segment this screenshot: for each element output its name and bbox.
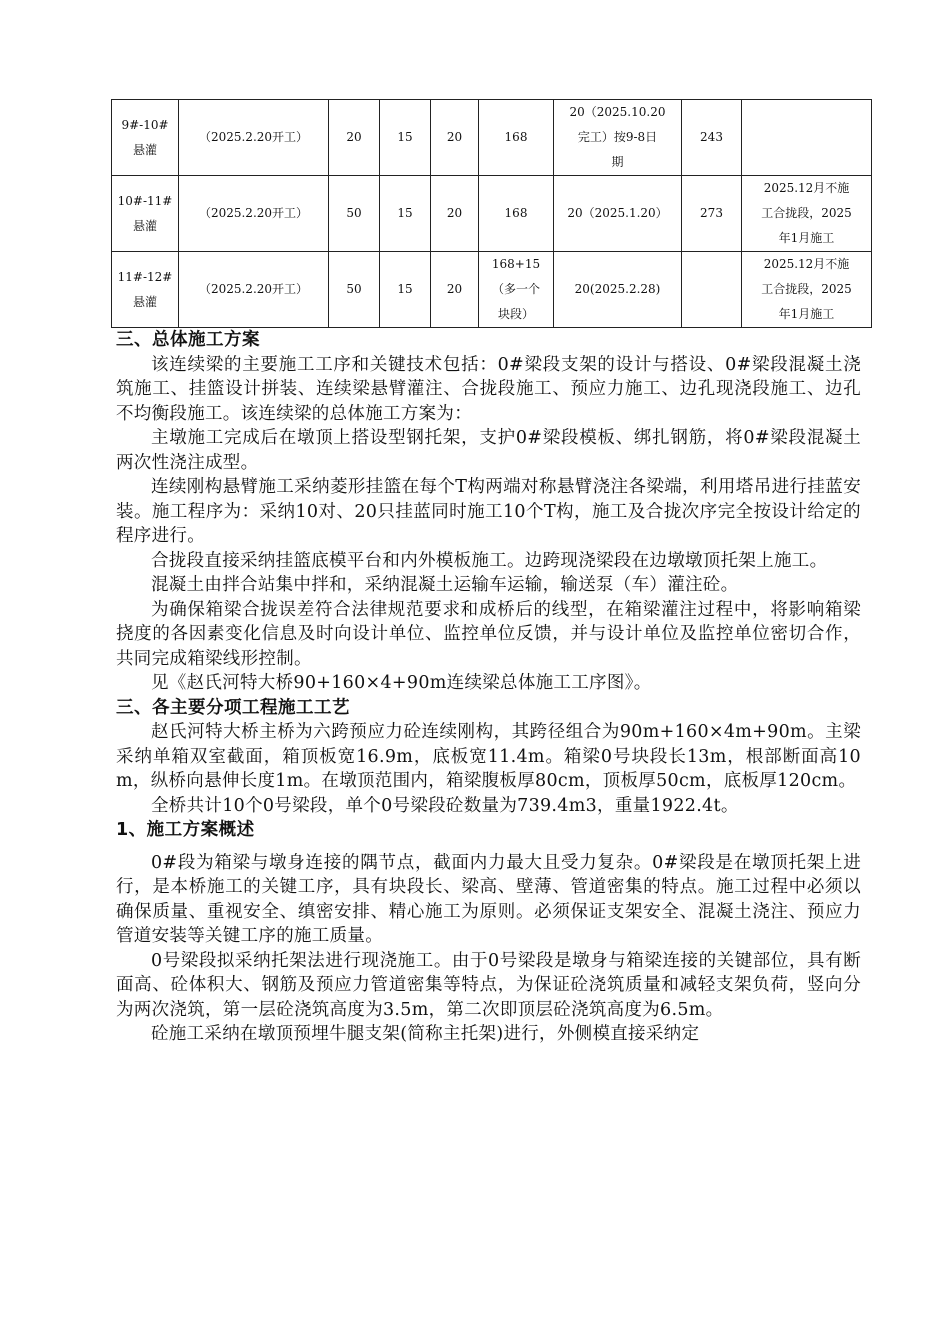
table-cell: 2025.12月不施 工合拢段，2025 年1月施工 <box>742 176 872 252</box>
table-cell <box>742 100 872 176</box>
table-cell <box>682 252 742 328</box>
paragraph: 0#段为箱梁与墩身连接的隅节点，截面内力最大且受力复杂。0#梁段是在墩顶托架上进行，是本桥施工的关键工序，具有块段长、梁高、壁薄、管道密集的特点。施工过程中必须以确保质量、重视安全、缜密安排、精心施工为原则。必须保证支架安全、混凝土浇注、预应力管道安装等关键工序的施工质量。 <box>116 852 861 946</box>
paragraph: 全桥共计10个0号梁段，单个0号梁段砼数量为739.4m3，重量1922.4t。 <box>151 795 739 816</box>
paragraph: 合拢段直接采纳挂篮底模平台和内外模板施工。边跨现浇梁段在边墩墩顶托架上施工。 <box>151 550 828 571</box>
table-cell: 15 <box>380 252 431 328</box>
table-cell: 20 <box>329 100 380 176</box>
table-cell: 20(2025.2.28) <box>554 252 682 328</box>
table-cell: （2025.2.20开工） <box>179 176 329 252</box>
paragraph: 赵氏河特大桥主桥为六跨预应力砼连续刚构，其跨径组合为90m+160×4m+90m。主梁采纳单箱双室截面，箱顶板宽16.9m，底板宽11.4m。箱梁0号块段长13m，根部断面高10m，纵桥向悬伸长度1m。在墩顶范围内，箱梁腹板厚80cm，顶板厚50cm，底板厚120cm。 <box>116 722 861 791</box>
table-cell: 273 <box>682 176 742 252</box>
schedule-table <box>111 99 872 328</box>
table-cell: 11#-12# 悬灌 <box>112 252 179 328</box>
table-cell: 168 <box>479 176 554 252</box>
section-heading: 三、总体施工方案 <box>116 330 260 350</box>
document-body <box>116 328 861 1047</box>
paragraph: 该连续梁的主要施工工序和关键技术包括：0#梁段支架的设计与搭设、0#梁段混凝土浇筑施工、挂篮设计拼装、连续梁悬臂灌注、合拢段施工、预应力施工、边孔现浇段施工、边孔不均衡段施工。该连续梁的总体施工方案为： <box>116 354 861 424</box>
spacer <box>116 843 861 851</box>
table-cell: 20 <box>431 252 479 328</box>
table-cell: 15 <box>380 100 431 176</box>
paragraph: 主墩施工完成后在墩顶上搭设型钢托架，支护0#梁段模板、绑扎钢筋，将0#梁段混凝土两次性浇注成型。 <box>116 428 861 473</box>
table-cell: 168 <box>479 100 554 176</box>
section-heading: 三、各主要分项工程施工工艺 <box>116 697 350 718</box>
paragraph: 连续刚构悬臂施工采纳菱形挂篮在每个T构两端对称悬臂浇注各梁端，利用塔吊进行挂蓝安装。施工程序为：采纳10对、20只挂蓝同时施工10个T构，施工及合拢次序完全按设计给定的程序进行。 <box>116 477 861 546</box>
table-row <box>112 176 872 252</box>
subsection-heading: 1、施工方案概述 <box>116 820 255 840</box>
table-cell: 168+15 （多一个 块段） <box>479 252 554 328</box>
table-cell: 15 <box>380 176 431 252</box>
table-row <box>112 100 872 176</box>
table-cell: 50 <box>329 252 380 328</box>
table-cell: 20（2025.10.20 完工）按9-8日 期 <box>554 100 682 176</box>
table-cell: 9#-10# 悬灌 <box>112 100 179 176</box>
table-cell: 20 <box>431 176 479 252</box>
table-row <box>112 252 872 328</box>
table-cell: 2025.12月不施 工合拢段，2025 年1月施工 <box>742 252 872 328</box>
paragraph: 0号梁段拟采纳托架法进行现浇施工。由于0号梁段是墩身与箱梁连接的关键部位，具有断面高、砼体积大、钢筋及预应力管道密集等特点，为保证砼浇筑质量和减轻支架负荷，竖向分为两次浇筑，第一层砼浇筑高度为3.5m，第二次即顶层砼浇筑高度为6.5m。 <box>116 950 861 1020</box>
table-cell: 20 <box>431 100 479 176</box>
paragraph: 为确保箱梁合拢误差符合法律规范要求和成桥后的线型，在箱梁灌注过程中，将影响箱梁挠度的各因素变化信息及时向设计单位、监控单位反馈，并与设计单位及监控单位密切合作，共同完成箱梁线形控制。 <box>116 599 861 669</box>
table-cell: 50 <box>329 176 380 252</box>
paragraph: 混凝土由拌合站集中拌和，采纳混凝土运输车运输，输送泵（车）灌注砼。 <box>151 575 739 595</box>
table-cell: 243 <box>682 100 742 176</box>
table-cell: 10#-11# 悬灌 <box>112 176 179 252</box>
table-cell: 20（2025.1.20） <box>554 176 682 252</box>
schedule-table-body <box>112 100 872 328</box>
table-cell: （2025.2.20开工） <box>179 100 329 176</box>
table-cell: （2025.2.20开工） <box>179 252 329 328</box>
paragraph: 砼施工采纳在墩顶预埋牛腿支架(简称主托架)进行，外侧模直接采纳定 <box>151 1024 700 1044</box>
paragraph: 见《赵氏河特大桥90+160×4+90m连续梁总体施工工序图》。 <box>151 673 652 693</box>
